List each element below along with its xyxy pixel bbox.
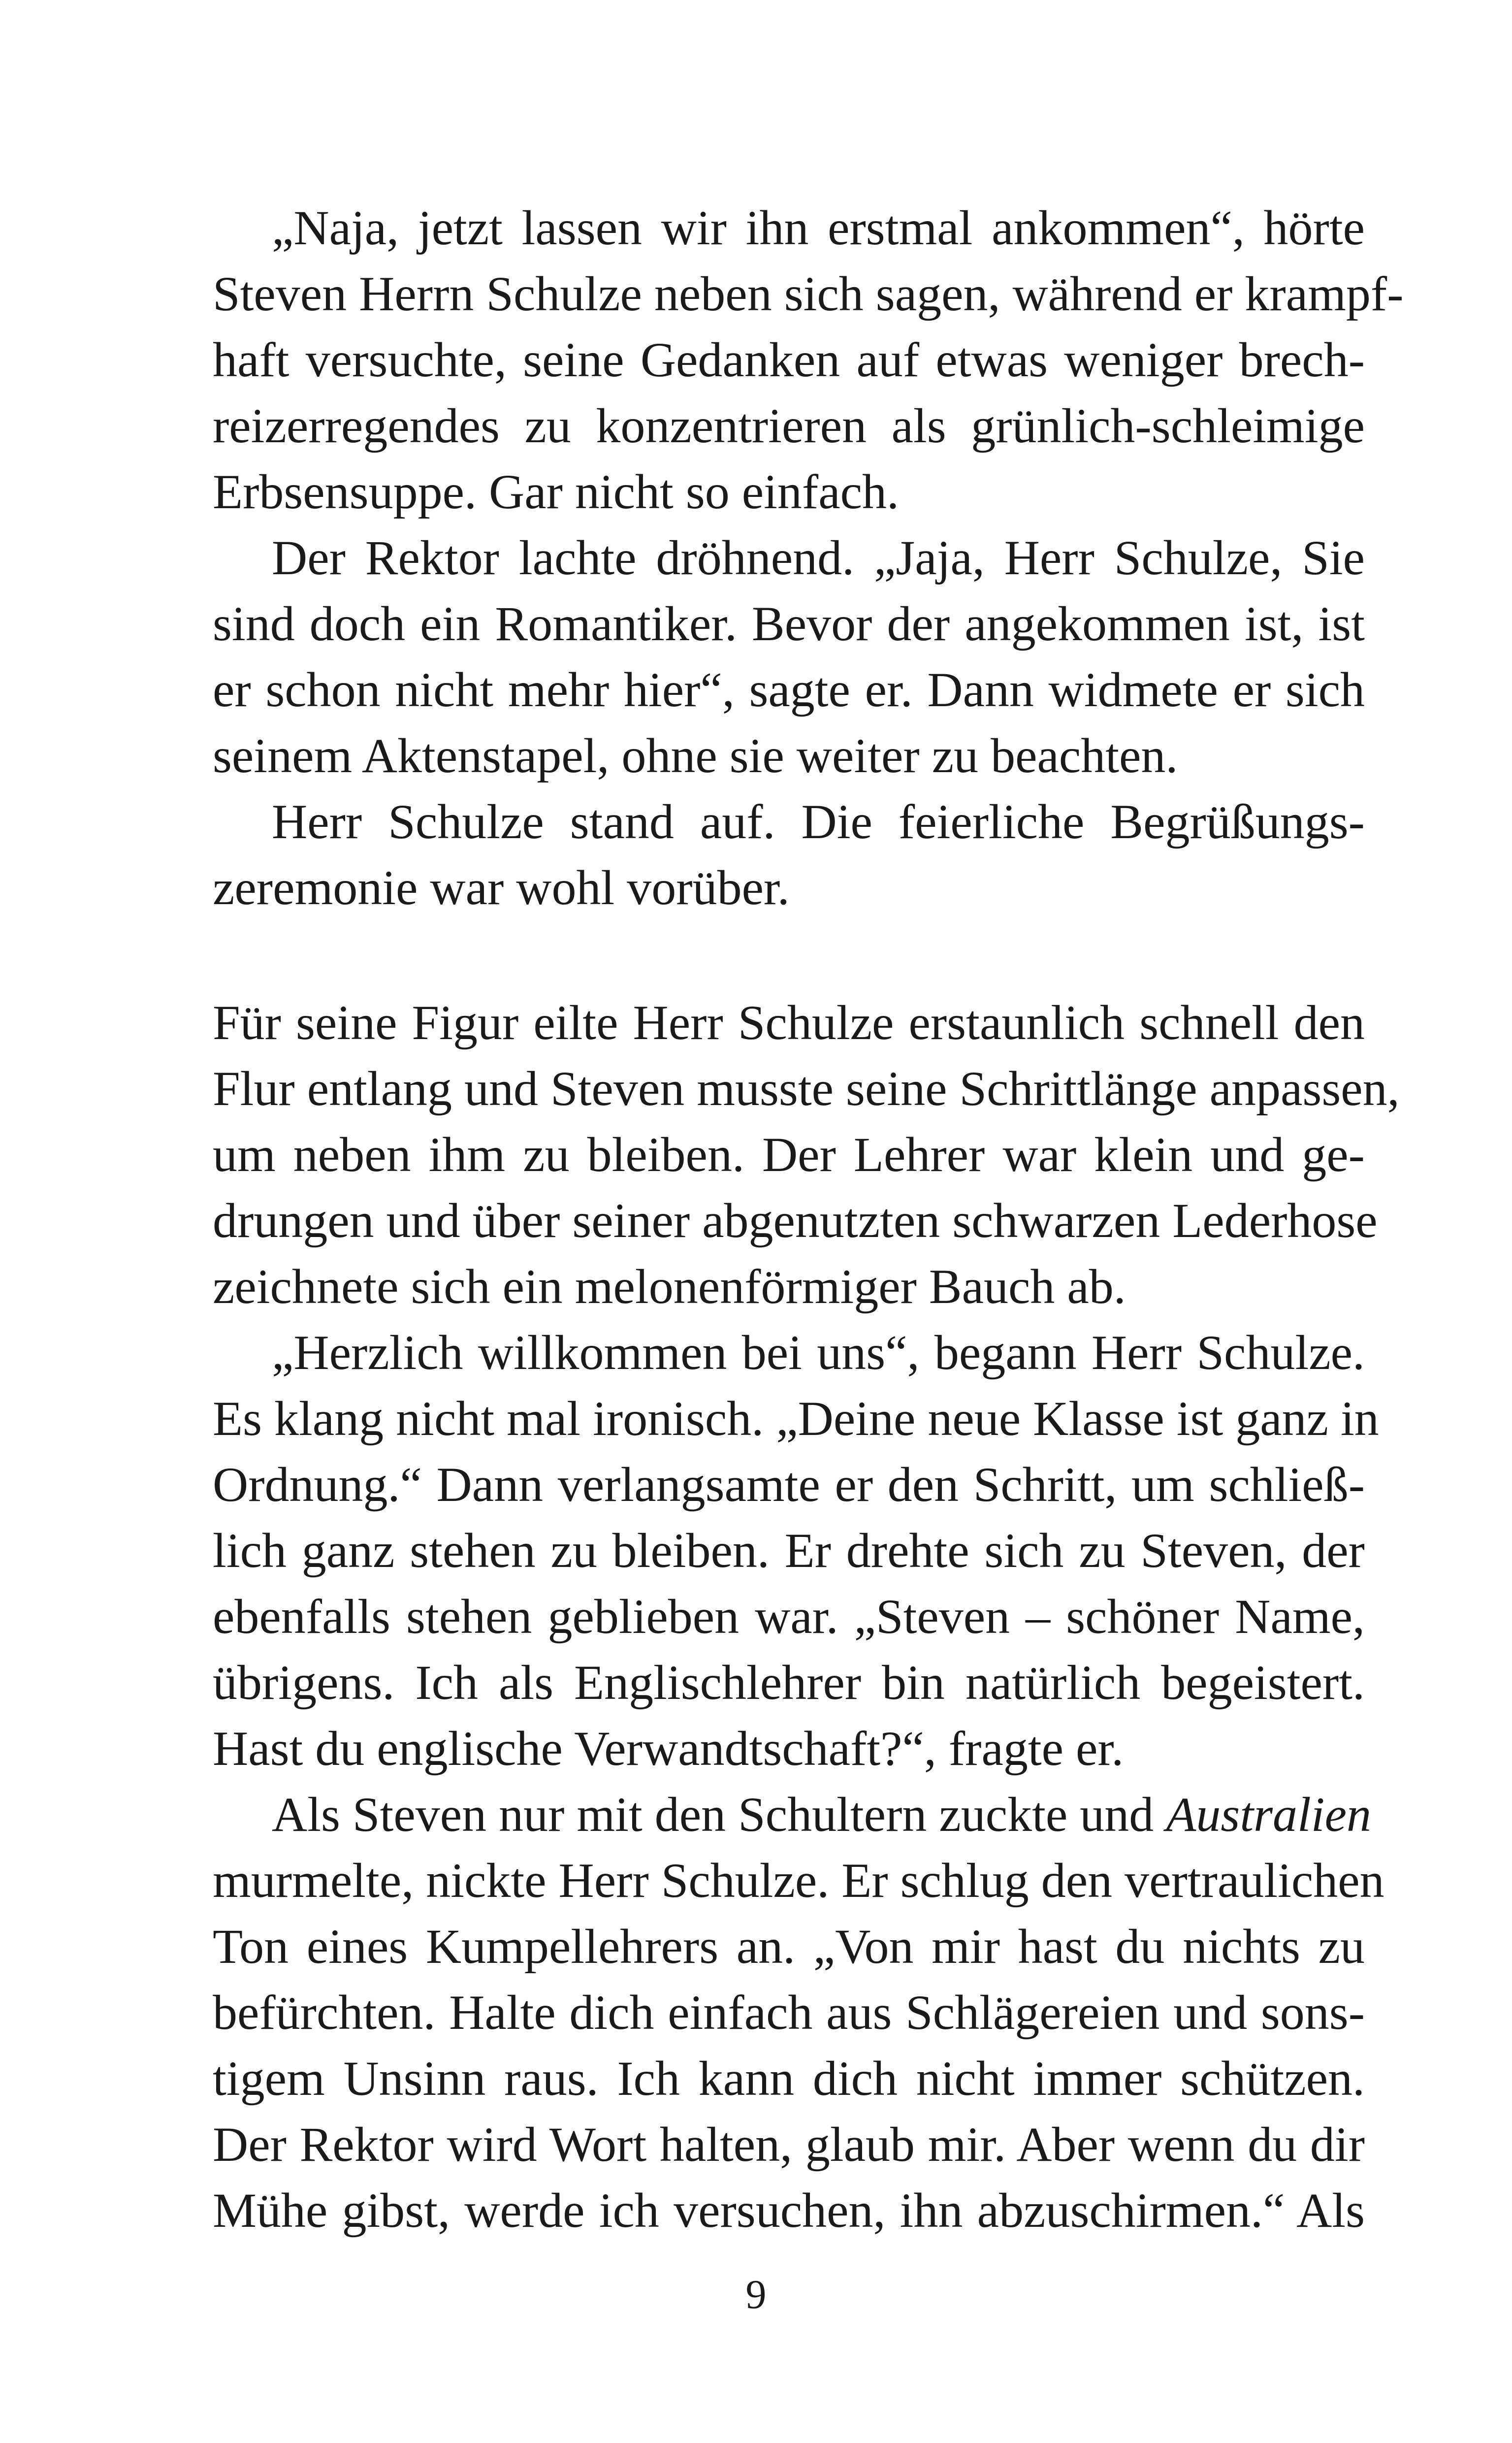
text-line: übrigens. Ich als Englischlehrer bin natürlich begeistert. [213,1655,1365,1710]
text-line: „Herzlich willkommen bei uns“, begann Herr Schulze. [272,1325,1365,1380]
emphasis-word: Australien [1166,1787,1371,1842]
text-line: lich ganz stehen zu bleiben. Er drehte sich zu Steven, der [213,1523,1365,1578]
text-line: Für seine Figur eilte Herr Schulze erstaunlich schnell den [213,995,1365,1050]
text-line: um neben ihm zu bleiben. Der Lehrer war klein und ge- [213,1127,1365,1182]
text-line: seinem Aktenstapel, ohne sie weiter zu beachten. [213,728,1178,783]
text-line: Der Rektor wird Wort halten, glaub mir. Aber wenn du dir [213,2117,1365,2172]
text-line: befürchten. Halte dich einfach aus Schlägereien und sons- [213,1985,1365,2040]
text-line: reizerregendes zu konzentrieren als grünlich-schleimige [213,398,1365,453]
text-line: Es klang nicht mal ironisch. „Deine neue Klasse ist ganz in [213,1391,1379,1446]
paragraph-block-2 [213,990,1400,2244]
text-line: Steven Herrn Schulze neben sich sagen, während er krampf- [213,266,1404,321]
text-line: Mühe gibst, werde ich versuchen, ihn abzuschirmen.“ Als [213,2183,1365,2238]
text-line: drungen und über seiner abgenutzten schwarzen Lederhose [213,1193,1378,1248]
text-line: Der Rektor lachte dröhnend. „Jaja, Herr Schulze, Sie [272,530,1365,585]
text-line: Herr Schulze stand auf. Die feierliche Begrüßungs- [272,794,1365,849]
text-line: Erbsensuppe. Gar nicht so einfach. [213,464,899,519]
text-line: er schon nicht mehr hier“, sagte er. Dann widmete er sich [213,662,1365,717]
text-line: tigem Unsinn raus. Ich kann dich nicht immer schützen. [213,2051,1365,2106]
text-line-with-emphasis [213,1782,1371,1848]
text-line: Ton eines Kumpellehrers an. „Von mir hast du nichts zu [213,1919,1365,1974]
text-line: Hast du englische Verwandtschaft?“, fragte er. [213,1721,1124,1776]
text-line: Ordnung.“ Dann verlangsamte er den Schritt, um schließ- [213,1457,1365,1512]
paragraph-block-1 [213,195,1404,921]
text-line: Flur entlang und Steven musste seine Schrittlänge anpassen, [213,1061,1400,1116]
text-segment: Als Steven nur mit den Schultern zuckte und [272,1787,1166,1842]
text-line: zeremonie war wohl vorüber. [213,860,790,915]
page-number: 9 [745,2272,767,2317]
text-line: zeichnete sich ein melonenförmiger Bauch ab. [213,1259,1126,1314]
text-line: murmelte, nickte Herr Schulze. Er schlug den vertraulichen [213,1853,1384,1908]
text-line: haft versuchte, seine Gedanken auf etwas weniger brech- [213,332,1365,387]
text-line: „Naja, jetzt lassen wir ihn erstmal ankommen“, hörte [272,200,1365,255]
text-line: ebenfalls stehen geblieben war. „Steven – schöner Name, [213,1589,1365,1644]
text-line: sind doch ein Romantiker. Bevor der angekommen ist, ist [213,596,1365,651]
